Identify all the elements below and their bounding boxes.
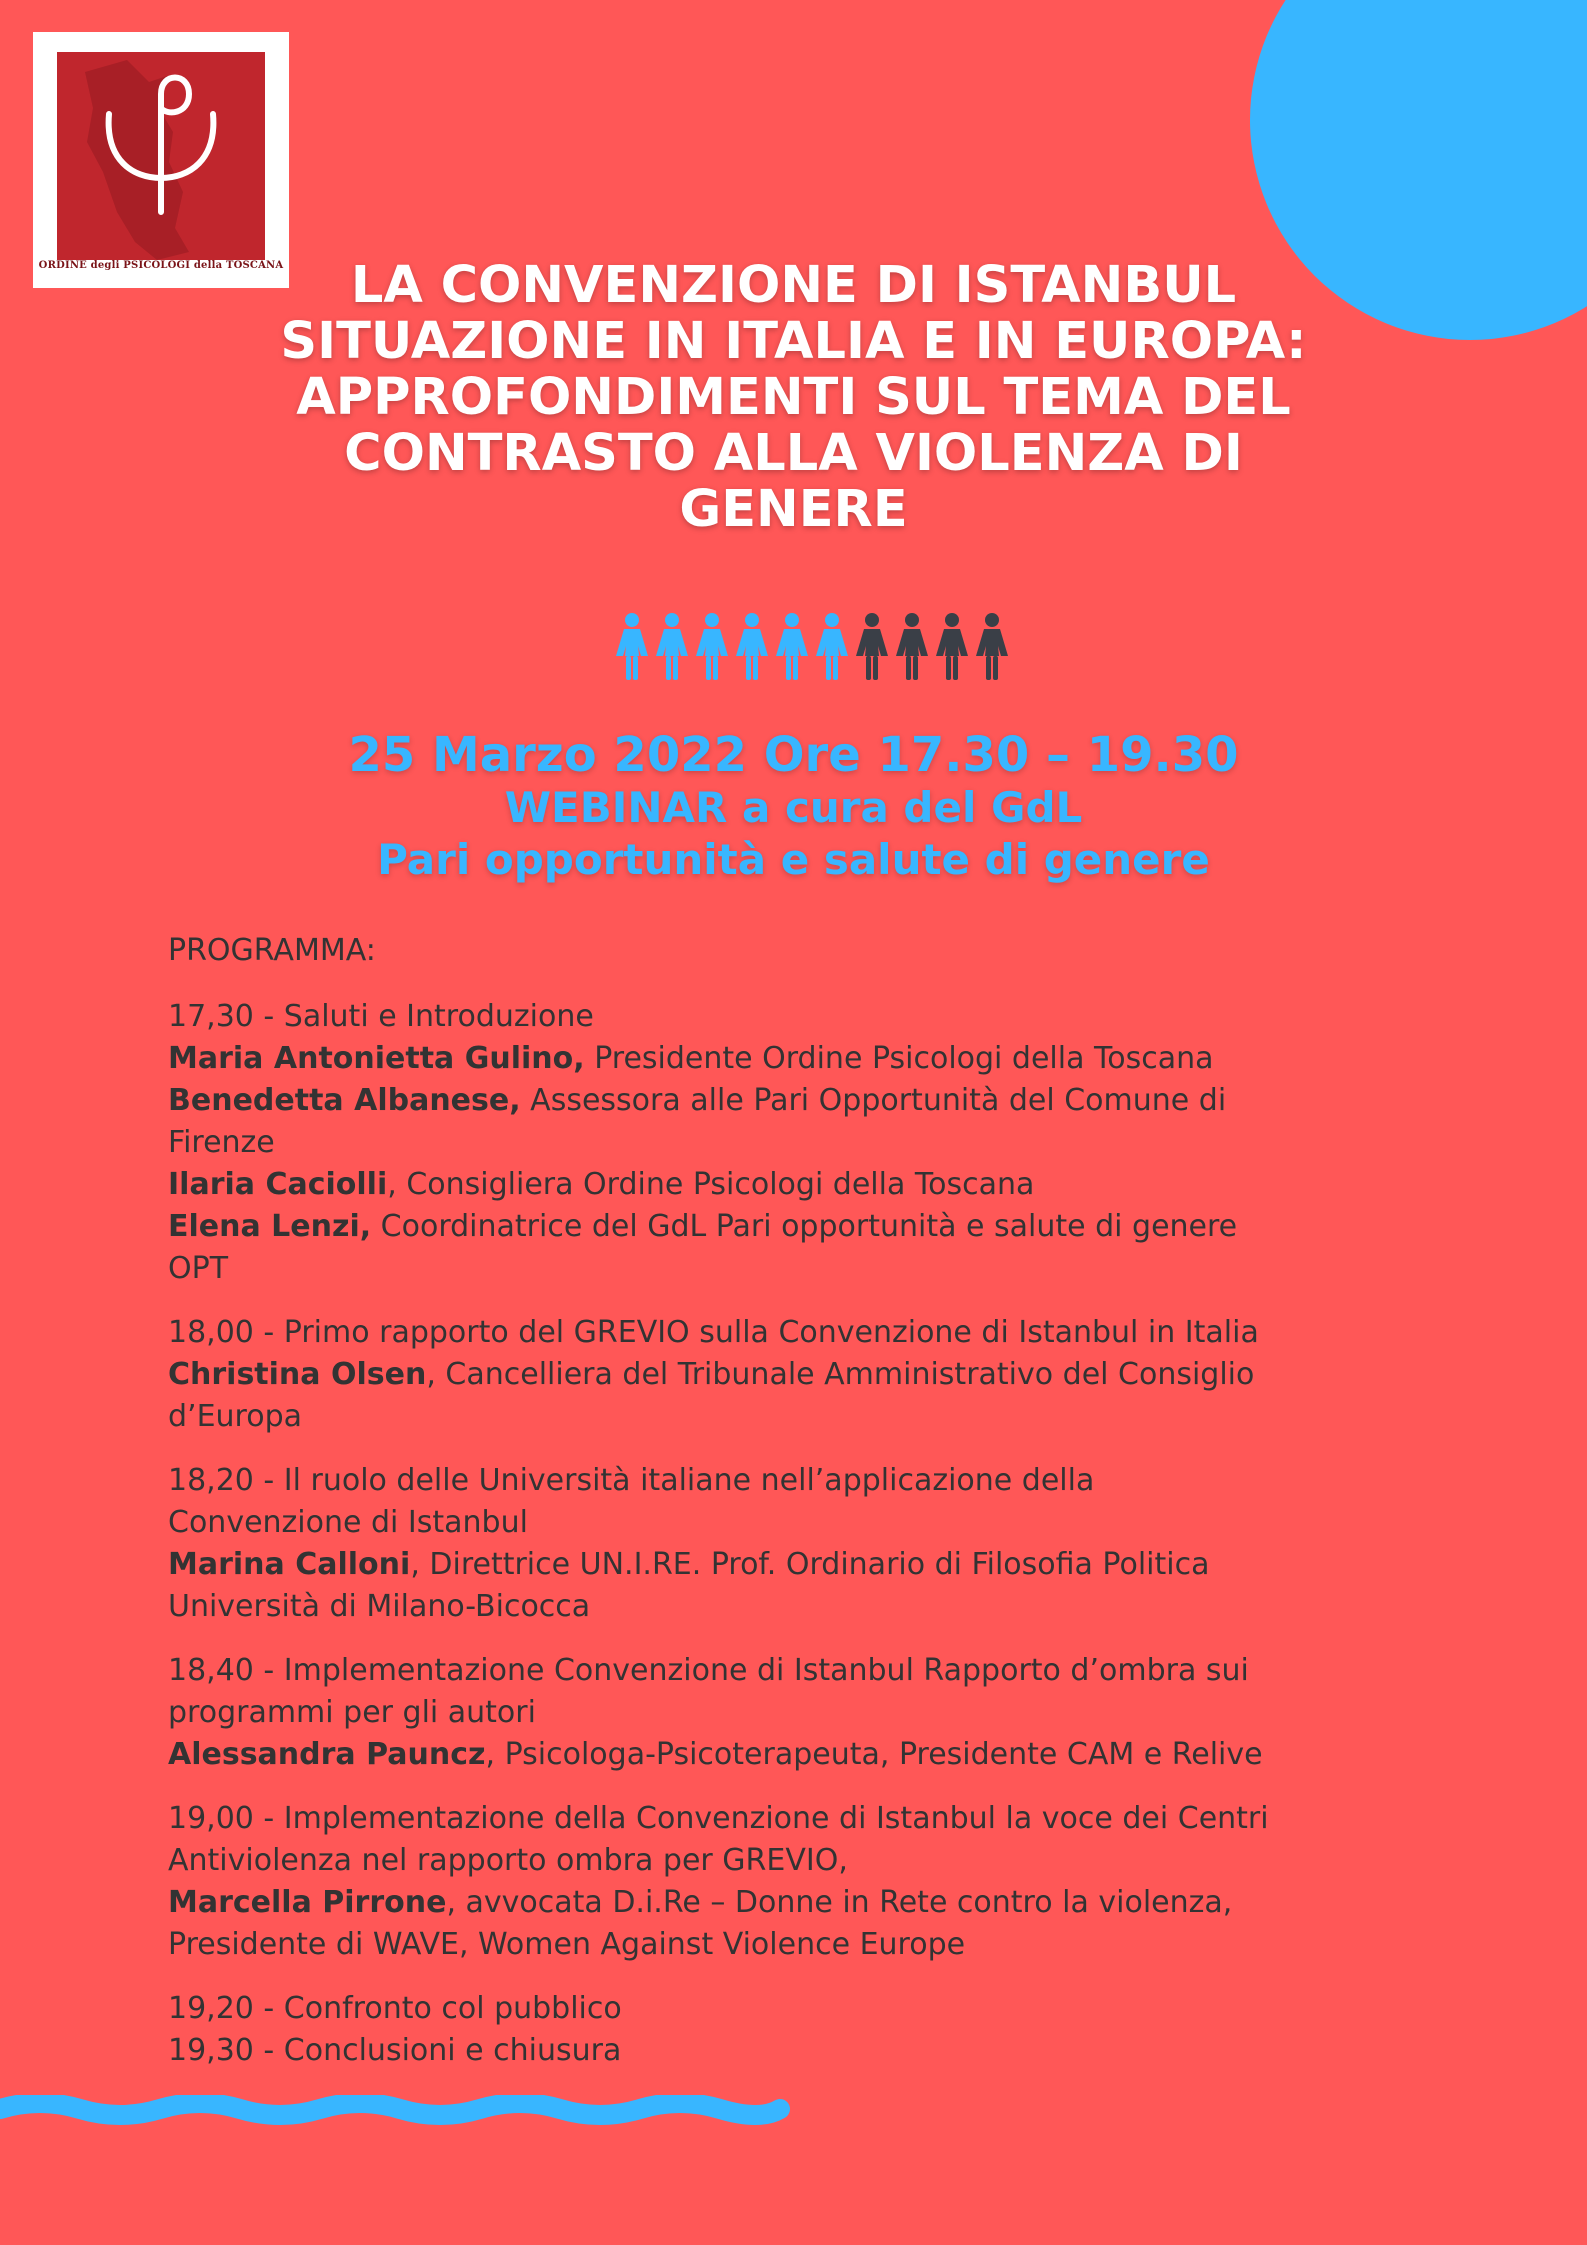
woman-figure-icon <box>652 612 692 682</box>
woman-figure-icon <box>692 612 732 682</box>
speaker-role: , avvocata D.i.Re – Donne in Rete contro la violenza, <box>446 1885 1233 1920</box>
program-block <box>168 996 1458 1290</box>
speaker-role: Assessora alle Pari Opportunità del Comune di <box>520 1083 1227 1118</box>
event-date: 25 Marzo 2022 Ore 17.30 – 19.30 <box>348 727 1239 783</box>
speaker-role: , Psicologa-Psicoterapeuta, Presidente CAM e Relive <box>485 1737 1263 1772</box>
speaker-role: , Cancelliera del Tribunale Amministrativo del Consiglio <box>426 1357 1255 1392</box>
title-line: SITUAZIONE IN ITALIA E IN EUROPA: <box>280 312 1307 371</box>
speaker-line <box>168 1882 1458 1924</box>
woman-figure-icon <box>772 612 812 682</box>
title-line: GENERE <box>679 480 908 539</box>
program-closing <box>168 1988 1458 2072</box>
program-time-line: Antiviolenza nel rapporto ombra per GREVIO, <box>168 1843 848 1878</box>
program-block <box>168 1460 1458 1628</box>
speaker-name: Marcella Pirrone <box>168 1885 447 1920</box>
program-heading: PROGRAMMA: <box>168 933 376 968</box>
speaker-name: Christina Olsen <box>168 1357 427 1392</box>
psi-logo-icon <box>57 52 265 260</box>
event-webinar: WEBINAR a cura del GdL <box>504 783 1083 832</box>
woman-figure-icon <box>732 612 772 682</box>
program-time-line: 18,00 - Primo rapporto del GREVIO sulla Convenzione di Istanbul in Italia <box>168 1315 1259 1350</box>
speaker-role: , Direttrice UN.I.RE. Prof. Ordinario di Filosofia Politica <box>410 1547 1210 1582</box>
program-block <box>168 1650 1458 1776</box>
speaker-name: Alessandra Pauncz <box>168 1737 486 1772</box>
title-line: LA CONVENZIONE DI ISTANBUL <box>350 256 1237 315</box>
speaker-name: Maria Antonietta Gulino, <box>168 1041 585 1076</box>
woman-figure-icon <box>852 612 892 682</box>
program-time-line: programmi per gli autori <box>168 1695 536 1730</box>
program-time-line: 19,20 - Confronto col pubblico <box>168 1991 622 2026</box>
speaker-line <box>168 1544 1458 1586</box>
speaker-line <box>168 1038 1458 1080</box>
women-figures-row <box>612 612 1012 682</box>
speaker-line <box>168 1354 1458 1396</box>
woman-figure-icon <box>972 612 1012 682</box>
program-items <box>168 996 1458 2072</box>
speaker-role: , Consigliera Ordine Psicologi della Toscana <box>387 1167 1035 1202</box>
logo-emblem <box>57 52 265 260</box>
speaker-name: Ilaria Caciolli <box>168 1167 388 1202</box>
woman-figure-icon <box>612 612 652 682</box>
speaker-role-continued: Firenze <box>168 1125 275 1160</box>
program-block <box>168 1798 1458 1966</box>
page-title <box>230 258 1357 538</box>
title-line: CONTRASTO ALLA VIOLENZA DI <box>344 424 1243 483</box>
logo-caption: ORDINE degli PSICOLOGI della TOSCANA <box>38 260 284 271</box>
speaker-role-continued: OPT <box>168 1251 229 1286</box>
speaker-role-continued: Presidente di WAVE, Women Against Violence Europe <box>168 1927 966 1962</box>
program-time-line: 18,40 - Implementazione Convenzione di Istanbul Rapporto d’ombra sui <box>168 1653 1249 1688</box>
speaker-name: Marina Calloni <box>168 1547 411 1582</box>
program-time-line: 18,20 - Il ruolo delle Università italiane nell’applicazione della <box>168 1463 1095 1498</box>
speaker-line <box>168 1080 1458 1122</box>
program-block <box>168 1312 1458 1438</box>
decorative-wave <box>0 2095 800 2145</box>
speaker-role-continued: d’Europa <box>168 1399 303 1434</box>
event-info <box>200 728 1387 886</box>
speaker-role-continued: Università di Milano-Bicocca <box>168 1589 591 1624</box>
woman-figure-icon <box>892 612 932 682</box>
speaker-line <box>168 1734 1458 1776</box>
speaker-role: Coordinatrice del GdL Pari opportunità e salute di genere <box>371 1209 1238 1244</box>
speaker-role: Presidente Ordine Psicologi della Toscana <box>584 1041 1214 1076</box>
woman-figure-icon <box>932 612 972 682</box>
title-line: APPROFONDIMENTI SUL TEMA DEL <box>296 368 1291 427</box>
program-time-line: 19,00 - Implementazione della Convenzione di Istanbul la voce dei Centri <box>168 1801 1269 1836</box>
woman-figure-icon <box>812 612 852 682</box>
program <box>168 930 1458 2094</box>
speaker-line <box>168 1164 1458 1206</box>
event-group: Pari opportunità e salute di genere <box>377 835 1210 884</box>
speaker-name: Benedetta Albanese, <box>168 1083 521 1118</box>
program-time-line: 17,30 - Saluti e Introduzione <box>168 999 594 1034</box>
program-time-line: Convenzione di Istanbul <box>168 1505 528 1540</box>
speaker-name: Elena Lenzi, <box>168 1209 372 1244</box>
speaker-line <box>168 1206 1458 1248</box>
logo <box>33 32 289 288</box>
program-time-line: 19,30 - Conclusioni e chiusura <box>168 2033 622 2068</box>
